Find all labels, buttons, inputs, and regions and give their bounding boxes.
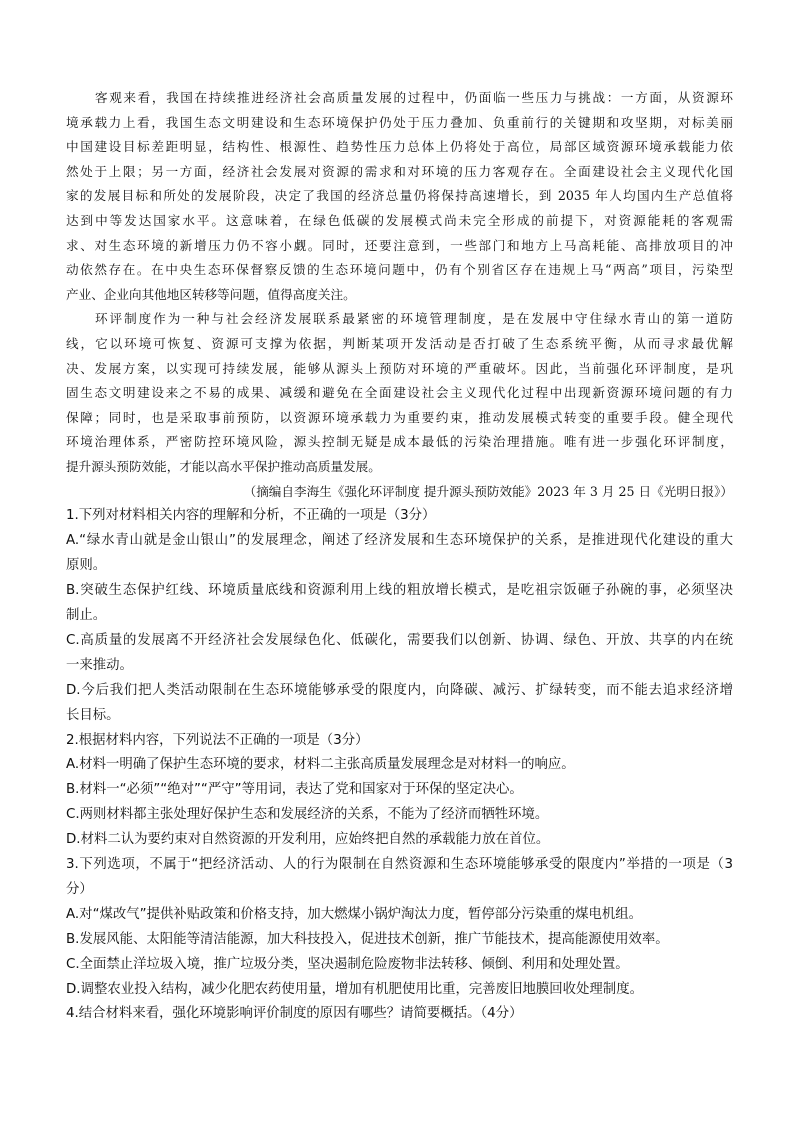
passage-paragraph-line: 产业、企业向其他地区转移等问题，值得高度关注。 [66,286,356,302]
passage-paragraph-line: 中国建设目标差距明显，结构性、根源性、趋势性压力总体上仍将处于高位，局部区域资源环境承载能力依 [66,139,733,155]
answer-option-line: 制止。 [66,608,107,623]
question-stem-line: 3.下列选项，不属于“把经济活动、人的行为限制在自然资源和生态环境能够承受的限度内”举措的一项是（3 [66,857,733,872]
question-stem-line: 1.下列对材料相关内容的理解和分析，不正确的一项是（3分） [66,508,436,524]
question-stem-line: 2.根据材料内容，下列说法不正确的一项是（3分） [66,732,369,748]
answer-option-line: C.全面禁止洋垃圾入境，推广垃圾分类，坚决遏制危险废物非法转移、倾倒、利用和处理处置。 [66,956,629,972]
answer-option-line: C.高质量的发展离不开经济社会发展绿色化、低碳化，需要我们以创新、协调、绿色、开放、共享的内在统 [66,632,733,648]
passage-paragraph-line: 环境治理体系，严密防控环境风险，源头控制无疑是成本最低的污染治理措施。唯有进一步强化环评制度， [66,434,733,450]
question-stem-line: 4.结合材料来看，强化环境影响评价制度的原因有哪些？请简要概括。（4分） [66,1006,523,1022]
answer-option-line: A.材料一明确了保护生态环境的要求，材料二主张高质量发展理念是对材料一的响应。 [66,757,575,773]
answer-option-line: B.发展风能、太阳能等清洁能源，加大科技投入，促进技术创新，推广节能技术，提高能源使用效率。 [66,931,669,947]
passage-paragraph-line: 动依然存在。在中央生态环保督察反馈的生态环境问题中，仍有个别省区存在违规上马“两高”项目，污染型 [66,262,733,278]
answer-option-line: 原则。 [66,558,107,574]
passage-paragraph-line: 客观来看，我国在持续推进经济社会高质量发展的过程中，仍面临一些压力与挑战：一方面，从资源环 [95,90,733,105]
answer-option-line: D.调整农业投入结构，减少化肥农药使用量，增加有机肥使用比重，完善废旧地膜回收处理制度。 [66,981,643,997]
answer-option-line: D.今后我们把人类活动限制在生态环境能够承受的限度内，向降碳、减污、扩绿转变，而不能去追求经济增 [66,682,733,698]
question-stem-line: 分） [66,881,93,897]
passage-paragraph-line: 求、对生态环境的新增压力仍不容小觑。同时，还要注意到，一些部门和地方上马高耗能、高排放项目的冲 [66,237,733,253]
answer-option-line: C.两则材料都主张处理好保护生态和发展经济的关系，不能为了经济而牺牲环境。 [66,807,549,823]
passage-paragraph-line: 达到中等发达国家水平。这意味着，在绿色低碳的发展模式尚未完全形成的前提下，对资源能耗的客观需 [66,213,733,228]
answer-option-line: B.突破生态保护红线、环境质量底线和资源利用上线的粗放增长模式，是吃祖宗饭砸子孙碗的事，必须坚决 [66,583,733,599]
answer-option-line: B.材料一“必须”“绝对”“严守”等用词，表达了党和国家对于环保的坚定决心。 [66,782,523,798]
passage-paragraph-line: 保障；同时，也是采取事前预防，以资源环境承载力为重要约束，推动发展模式转变的重要手段。健全现代 [66,409,733,425]
answer-option-line: D.材料二认为要约束对自然资源的开发利用，应始终把自然的承载能力放在首位。 [66,832,550,848]
answer-option-line: A.对“煤改气”提供补贴政策和价格支持，加大燃煤小锅炉淘汰力度，暂停部分污染重的煤电机组。 [66,906,643,922]
passage-paragraph-line: 家的发展目标和所处的发展阶段，决定了我国的经济总量仍将保持高速增长，到 2035 年人均国内生产总值将 [66,188,733,204]
passage-paragraph-line: 境承载力上看，我国生态文明建设和生态环境保护仍处于压力叠加、负重前行的关键期和攻坚期，对标美丽 [66,114,733,130]
passage-paragraph-line: 环评制度作为一种与社会经济发展联系最紧密的环境管理制度，是在发展中守住绿水青山的第一道防 [95,311,733,327]
answer-option-line: 一来推动。 [66,657,133,673]
answer-option-line: A.“绿水青山就是金山银山”的发展理念，阐述了经济发展和生态环境保护的关系，是推进现代化建设的重大 [66,533,733,549]
passage-paragraph-line: 然处于上限；另一方面，经济社会发展对资源的需求和对环境的压力客观存在。全面建设社会主义现代化国 [66,163,733,179]
passage-source-citation: （摘编自李海生《强化环评制度 提升源头预防效能》2023 年 3 月 25 日《光明日报》） [243,483,733,499]
passage-paragraph-line: 固生态文明建设来之不易的成果、减缓和避免在全面建设社会主义现代化过程中出现新资源环境问题的有力 [66,385,733,401]
passage-paragraph-line: 提升源头预防效能，才能以高水平保护推动高质量发展。 [66,459,381,474]
passage-paragraph-line: 线，它以环境可恢复、资源可支撑为依据，判断某项开发活动是否打破了生态系统平衡，从而寻求最优解 [66,336,733,351]
answer-option-line: 长目标。 [66,707,120,723]
passage-paragraph-line: 决、发展方案，以实现可持续发展，能够从源头上预防对环境的严重破坏。因此，当前强化环评制度，是巩 [66,360,733,376]
